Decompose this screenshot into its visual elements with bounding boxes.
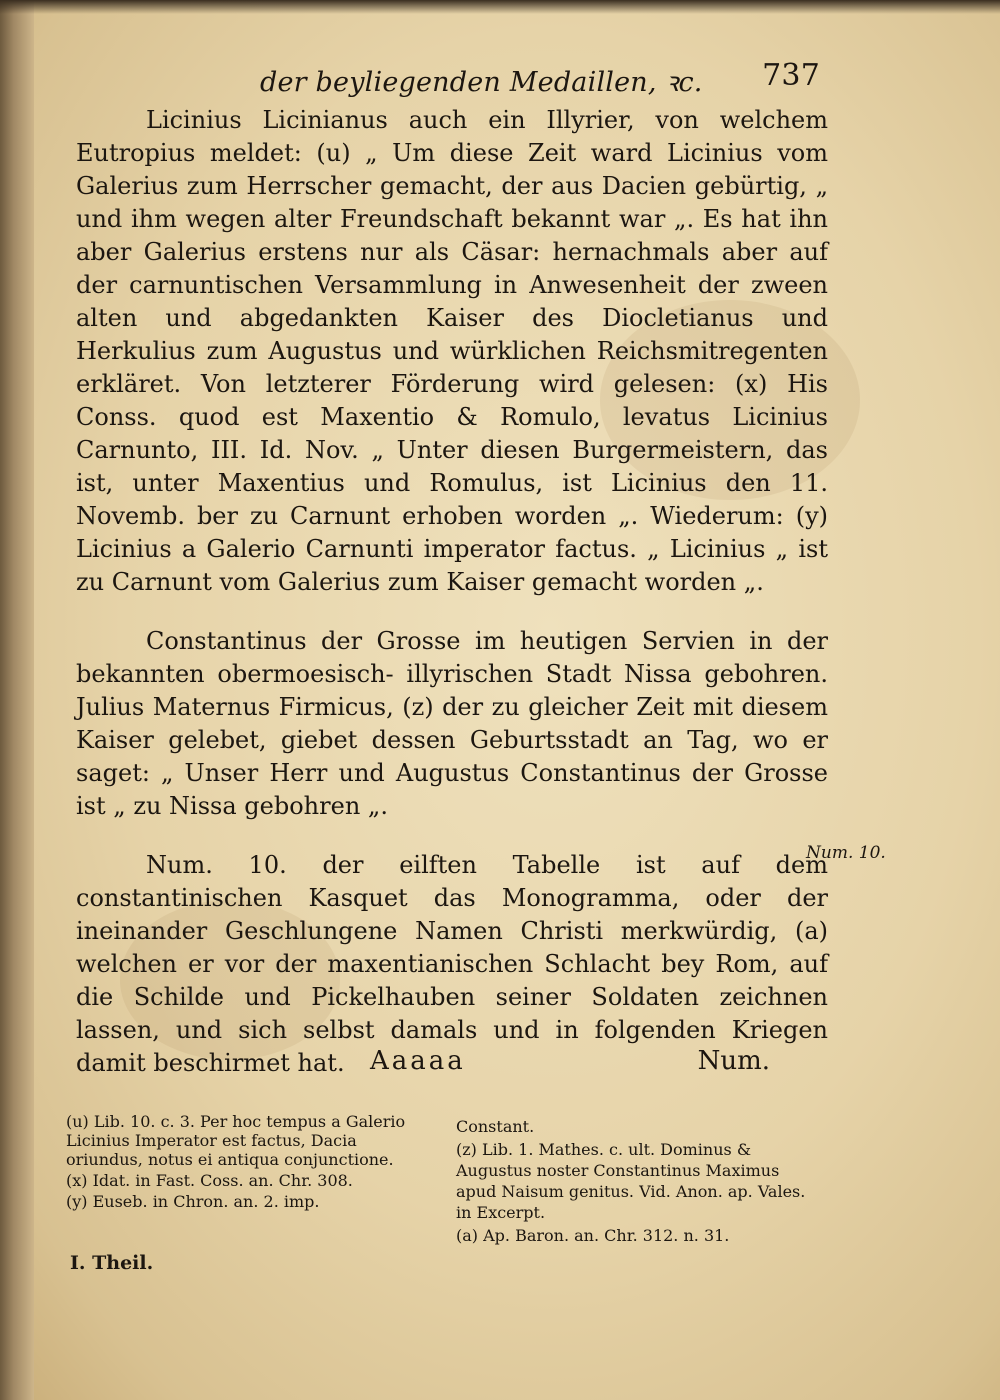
page-header <box>260 58 820 98</box>
footnote-x: (x) Idat. in Fast. Coss. an. Chr. 308. <box>66 1171 353 1190</box>
paragraph-monogram: Num. 10. der eilften Tabelle ist auf dem constantinischen Kasquet das Monogramma, oder der ineinander Geschlungene Namen Christi merkwürdig, (a) welchen er vor der maxentianischen Schlacht bey Rom, auf die Schilde und Pickelhauben seiner Soldaten zeichnen lassen, und sich selbst damals und in folgenden Kriegen damit beschirmet hat. <box>76 851 828 1077</box>
catchword: Num. <box>697 1046 770 1076</box>
paragraph-licinius: Licinius Licinianus auch ein Illyrier, von welchem Eutropius meldet: (u) „ Um diese Zeit ward Licinius vom Galerius zum Herrscher gemacht, der aus Dacien gebürtig, „ und ihm wegen alter Freundschaft bekannt war „. Es hat ihn aber Galerius erstens nur als Cäsar: hernachmals aber auf der carnuntischen Versammlung in Anwesenheit der zween alten und abgedankten Kaiser des Diocletianus und Herkulius zum Augustus und würklichen Reichsmitregenten erkläret. Von letzterer Förderung wird gelesen: (x) His Conss. quod est Maxentio & Romulo, levatus Licinius Carnunto, III. Id. Nov. „ Unter diesen Burgermeistern, das ist, unter Maxentius und Romulus, ist Licinius den 11. Novemb. ber zu Carnunt erhoben worden „. Wiederum: (y) Licinius a Galerio Carnunti imperator factus. „ Licinius „ ist zu Carnunt vom Galerius zum Kaiser gemacht worden „. <box>76 106 828 596</box>
catchline <box>370 1046 770 1082</box>
page-gutter <box>0 0 34 1400</box>
footnotes-left-column <box>66 1112 422 1213</box>
page-body <box>76 104 828 1080</box>
footnote-u: (u) Lib. 10. c. 3. Per hoc tempus a Galerio Licinius Imperator est factus, Dacia oriundus, notus ei antiqua conjunctione. <box>66 1112 406 1169</box>
footnote-a: (a) Ap. Baron. an. Chr. 312. n. 31. <box>456 1226 730 1245</box>
paragraph-constantinus: Constantinus der Grosse im heutigen Servien in der bekannten obermoesisch- illyrischen Stadt Nissa gebohren. Julius Maternus Firmicus, (z) der zu gleicher Zeit mit diesem Kaiser gelebet, giebet dessen Geburtsstadt an Tag, wo er saget: „ Unser Herr und Augustus Constantinus der Grosse ist „ zu Nissa gebohren „. <box>76 627 828 820</box>
page-number: 737 <box>762 58 820 93</box>
page-top-edge <box>0 0 1000 14</box>
margin-note: Num. 10. <box>806 843 886 863</box>
volume-signature: I. Theil. <box>70 1252 154 1274</box>
footnotes-right-column <box>456 1116 808 1248</box>
running-title: der beyliegenden Medaillen, ꝛc. <box>260 67 703 98</box>
footnote-y: (y) Euseb. in Chron. an. 2. imp. <box>66 1192 320 1211</box>
footnote-z: (z) Lib. 1. Mathes. c. ult. Dominus & Augustus noster Constantinus Maximus apud Naisum genitus. Vid. Anon. ap. Vales. in Excerpt. <box>456 1140 806 1222</box>
footnote-y-continued: Constant. <box>456 1117 535 1136</box>
gathering-signature: Aaaaa <box>370 1046 466 1076</box>
